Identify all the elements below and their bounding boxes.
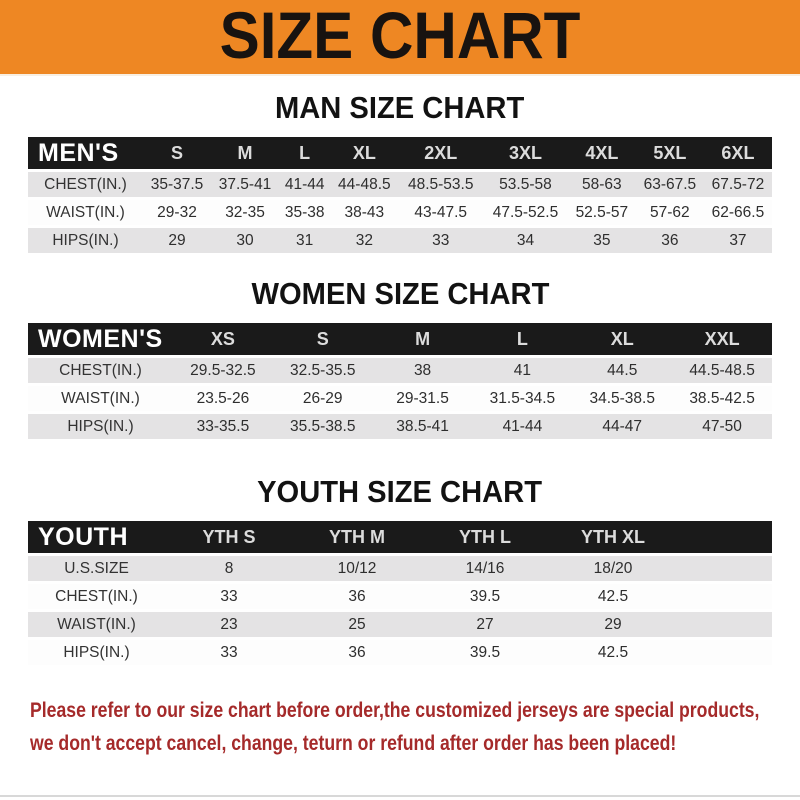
size-value: 25: [293, 612, 421, 637]
column-header: 4XL: [568, 137, 636, 169]
disclaimer: [0, 668, 800, 760]
women-section-heading-text: WOMEN SIZE CHART: [251, 276, 549, 311]
size-value: 14/16: [421, 556, 549, 581]
banner: [0, 0, 800, 76]
column-header: YTH L: [421, 521, 549, 553]
size-value: 33-35.5: [173, 414, 273, 439]
size-value: 38: [373, 358, 473, 383]
size-value: 36: [293, 584, 421, 609]
column-header: M: [373, 323, 473, 355]
size-value: 29.5-32.5: [173, 358, 273, 383]
size-value: 26-29: [273, 386, 373, 411]
man-section-heading-text: MAN SIZE CHART: [275, 90, 525, 125]
size-value: 35.5-38.5: [273, 414, 373, 439]
size-value: 44-47: [572, 414, 672, 439]
filler-cell: [677, 612, 772, 637]
disclaimer-line-2: we don't accept cancel, change, teturn or refund after order has been placed!: [30, 732, 677, 755]
table-row: [28, 556, 772, 581]
size-value: 34: [483, 228, 568, 253]
size-value: 35: [568, 228, 636, 253]
size-value: 43-47.5: [398, 200, 483, 225]
size-value: 23.5-26: [173, 386, 273, 411]
size-value: 44.5: [572, 358, 672, 383]
size-value: 29: [549, 612, 677, 637]
row-label: HIPS(IN.): [28, 414, 173, 439]
column-header: YTH XL: [549, 521, 677, 553]
size-value: 29: [143, 228, 211, 253]
size-value: 48.5-53.5: [398, 172, 483, 197]
column-header: XL: [330, 137, 398, 169]
header-row: [28, 323, 772, 355]
table-row: [28, 584, 772, 609]
page-title: SIZE CHART: [219, 0, 581, 74]
header-row: [28, 521, 772, 553]
column-header: L: [472, 323, 572, 355]
size-value: 10/12: [293, 556, 421, 581]
size-value: 8: [165, 556, 293, 581]
size-value: 42.5: [549, 640, 677, 665]
table-corner-label: YOUTH: [28, 521, 165, 553]
table-row: [28, 640, 772, 665]
size-value: 57-62: [636, 200, 704, 225]
size-value: 39.5: [421, 584, 549, 609]
row-label: HIPS(IN.): [28, 640, 165, 665]
size-value: 27: [421, 612, 549, 637]
size-value: 38-43: [330, 200, 398, 225]
row-label: HIPS(IN.): [28, 228, 143, 253]
size-value: 29-31.5: [373, 386, 473, 411]
table-row: [28, 228, 772, 253]
column-header: L: [279, 137, 330, 169]
filler-cell: [677, 556, 772, 581]
size-value: 63-67.5: [636, 172, 704, 197]
size-value: 23: [165, 612, 293, 637]
size-value: 39.5: [421, 640, 549, 665]
size-value: 47-50: [672, 414, 772, 439]
size-value: 35-38: [279, 200, 330, 225]
table-row: [28, 386, 772, 411]
table-row: [28, 200, 772, 225]
size-value: 31: [279, 228, 330, 253]
row-label: CHEST(IN.): [28, 172, 143, 197]
size-value: 37.5-41: [211, 172, 279, 197]
size-value: 29-32: [143, 200, 211, 225]
table-row: [28, 172, 772, 197]
size-value: 32-35: [211, 200, 279, 225]
man-section-heading: [0, 90, 800, 126]
row-label: WAIST(IN.): [28, 200, 143, 225]
filler-cell: [677, 521, 772, 553]
bottom-divider: [0, 795, 800, 797]
table-row: [28, 358, 772, 383]
size-value: 37: [704, 228, 772, 253]
size-value: 52.5-57: [568, 200, 636, 225]
header-row: [28, 137, 772, 169]
table-row: [28, 612, 772, 637]
filler-cell: [677, 640, 772, 665]
size-value: 32.5-35.5: [273, 358, 373, 383]
table-row: [28, 414, 772, 439]
column-header: S: [273, 323, 373, 355]
size-value: 44.5-48.5: [672, 358, 772, 383]
table-corner-label: WOMEN'S: [28, 323, 173, 355]
row-label: CHEST(IN.): [28, 584, 165, 609]
size-value: 33: [398, 228, 483, 253]
men-size-table: [28, 134, 772, 256]
column-header: YTH S: [165, 521, 293, 553]
size-value: 53.5-58: [483, 172, 568, 197]
women-size-table: [28, 320, 772, 442]
size-value: 33: [165, 640, 293, 665]
youth-section-heading-text: YOUTH SIZE CHART: [257, 474, 543, 509]
size-value: 32: [330, 228, 398, 253]
column-header: 2XL: [398, 137, 483, 169]
size-value: 36: [636, 228, 704, 253]
size-value: 34.5-38.5: [572, 386, 672, 411]
column-header: XXL: [672, 323, 772, 355]
women-section-heading: [0, 276, 800, 312]
size-value: 42.5: [549, 584, 677, 609]
row-label: WAIST(IN.): [28, 612, 165, 637]
column-header: YTH M: [293, 521, 421, 553]
size-value: 62-66.5: [704, 200, 772, 225]
column-header: M: [211, 137, 279, 169]
size-value: 35-37.5: [143, 172, 211, 197]
size-value: 47.5-52.5: [483, 200, 568, 225]
size-value: 41-44: [279, 172, 330, 197]
size-value: 31.5-34.5: [472, 386, 572, 411]
table-corner-label: MEN'S: [28, 137, 143, 169]
youth-section-heading: [0, 474, 800, 510]
column-header: S: [143, 137, 211, 169]
size-value: 33: [165, 584, 293, 609]
size-value: 38.5-41: [373, 414, 473, 439]
column-header: 5XL: [636, 137, 704, 169]
size-value: 67.5-72: [704, 172, 772, 197]
size-value: 41-44: [472, 414, 572, 439]
size-value: 44-48.5: [330, 172, 398, 197]
row-label: CHEST(IN.): [28, 358, 173, 383]
size-value: 58-63: [568, 172, 636, 197]
column-header: XS: [173, 323, 273, 355]
size-value: 18/20: [549, 556, 677, 581]
size-value: 30: [211, 228, 279, 253]
disclaimer-line-1: Please refer to our size chart before order,the customized jerseys are special products,: [30, 699, 760, 722]
size-value: 36: [293, 640, 421, 665]
youth-size-table: [28, 518, 772, 668]
column-header: 3XL: [483, 137, 568, 169]
filler-cell: [677, 584, 772, 609]
size-value: 38.5-42.5: [672, 386, 772, 411]
size-value: 41: [472, 358, 572, 383]
column-header: 6XL: [704, 137, 772, 169]
column-header: XL: [572, 323, 672, 355]
row-label: U.S.SIZE: [28, 556, 165, 581]
row-label: WAIST(IN.): [28, 386, 173, 411]
